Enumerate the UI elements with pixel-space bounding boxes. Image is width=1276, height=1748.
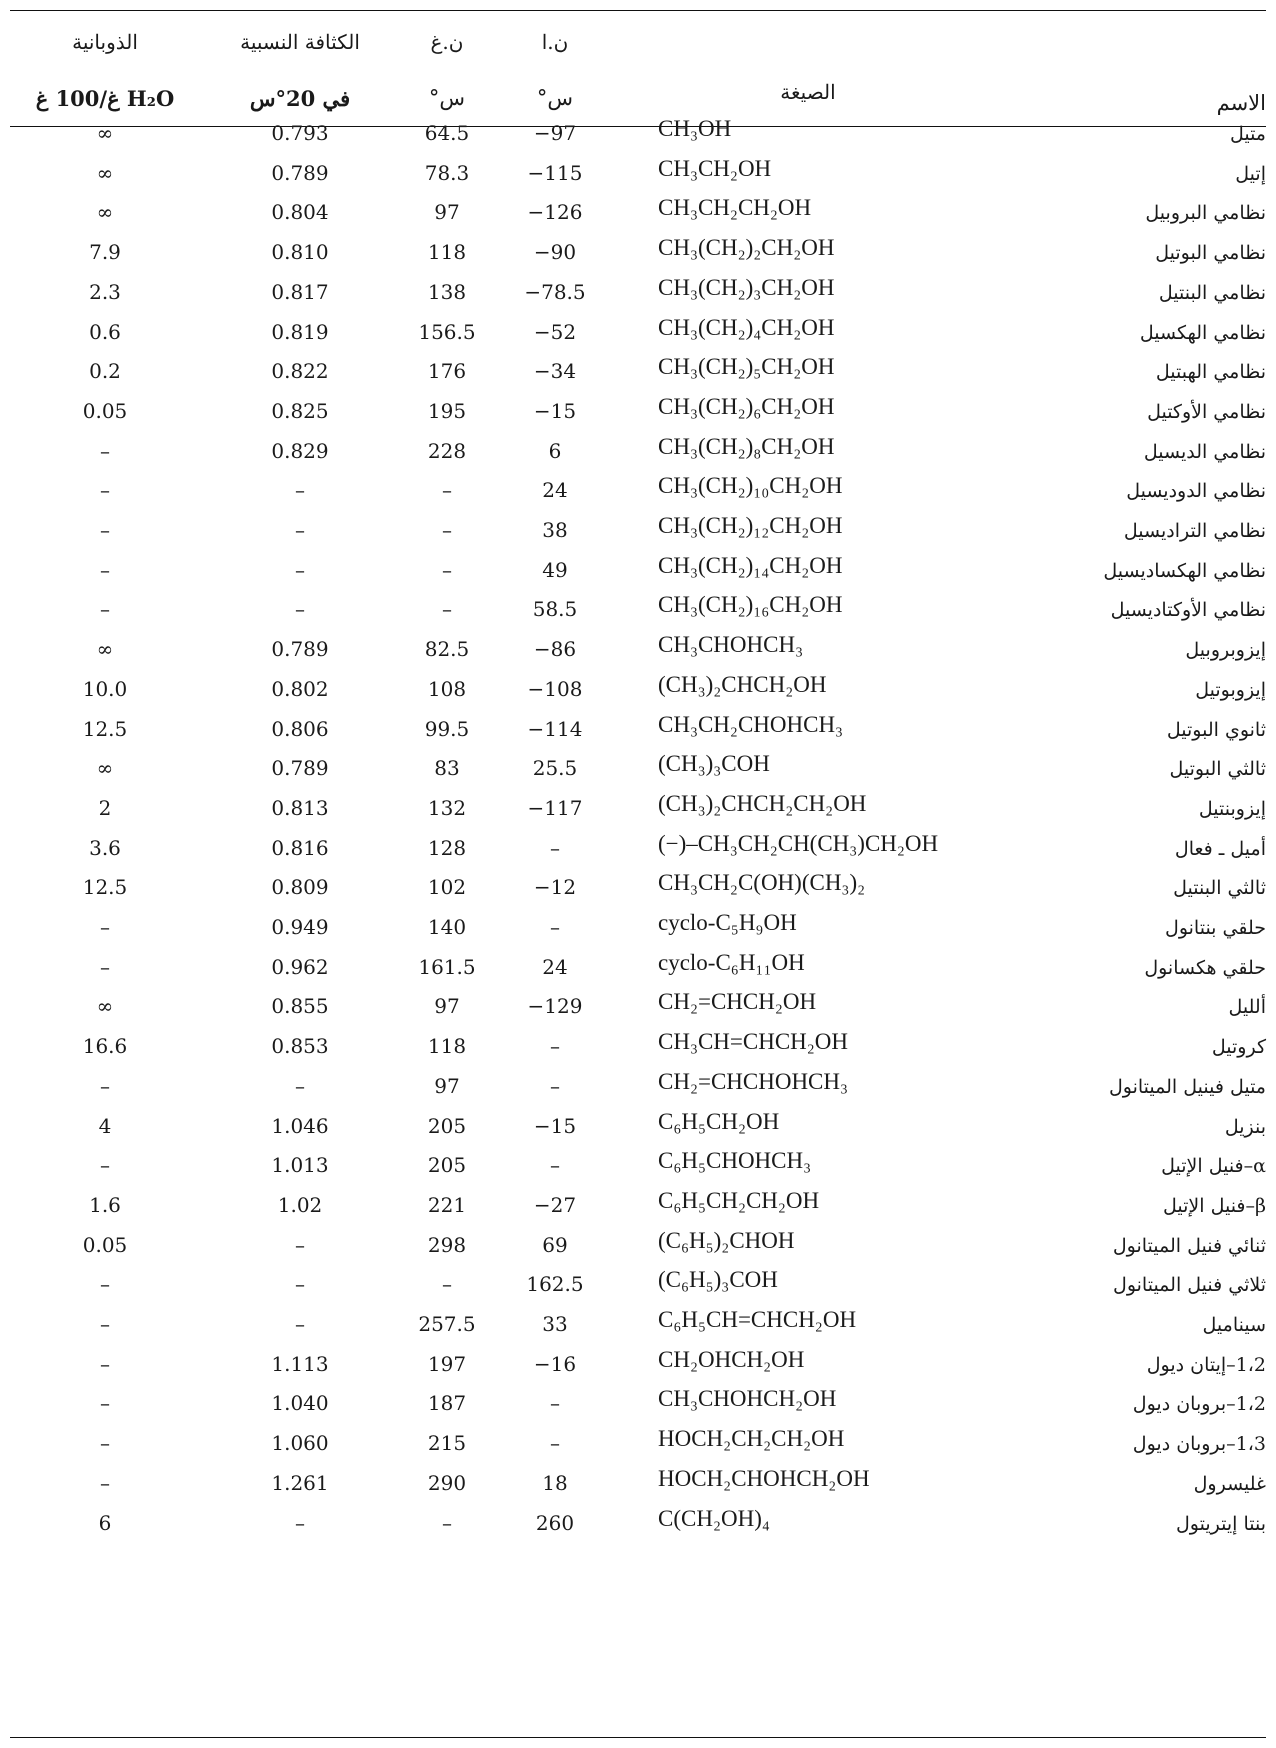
cell-density: 0.825: [271, 398, 329, 423]
cell-density: 1.060: [271, 1431, 329, 1456]
cell-density: 0.810: [271, 240, 329, 265]
table-row: [10, 192, 1266, 237]
table-row: [10, 232, 1266, 277]
cell-formula: CH₃CH₂C(OH)(CH₃)₂: [658, 870, 866, 896]
cell-solubility: 3.6: [89, 835, 121, 860]
cell-solubility: –: [100, 518, 110, 542]
cell-density: –: [295, 597, 305, 622]
cell-density: –: [295, 478, 305, 503]
cell-density: 1.013: [271, 1153, 329, 1178]
cell-name: نظامي البنتيل: [1158, 281, 1266, 304]
cell-formula: CH₂=CHCHOHCH₃: [658, 1068, 849, 1094]
cell-density: 0.789: [271, 160, 329, 185]
cell-boiling-point: 215: [427, 1431, 467, 1456]
header-density-unit: في 20°س: [249, 86, 351, 111]
cell-density: 0.817: [271, 279, 329, 304]
cell-boiling-point: 64.5: [424, 121, 470, 145]
table-row: [10, 1383, 1266, 1428]
cell-melting-point: 25.5: [532, 756, 578, 781]
cell-solubility: –: [100, 478, 110, 503]
table-row: [10, 1264, 1266, 1309]
cell-density: 0.806: [271, 716, 329, 741]
cell-boiling-point: 156.5: [418, 319, 476, 344]
cell-melting-point: −117: [527, 795, 583, 820]
cell-solubility: –: [100, 1153, 110, 1178]
cell-density: 1.040: [271, 1391, 329, 1416]
cell-name: غليسرول: [1193, 1472, 1266, 1495]
cell-density: –: [295, 557, 305, 582]
cell-solubility: –: [100, 1470, 110, 1495]
cell-melting-point: −108: [527, 676, 583, 701]
cell-solubility: 10.0: [82, 676, 128, 701]
header-solubility: الذوبانية: [72, 30, 138, 54]
cell-formula: CH₃(CH₂)₅CH₂OH: [658, 354, 835, 380]
cell-formula: (CH₃)₂CHCH₂CH₂OH: [658, 790, 867, 816]
cell-solubility: 7.9: [89, 240, 121, 265]
cell-name: 1،2–بروبان ديول: [1132, 1393, 1266, 1416]
table-row: [10, 1344, 1266, 1389]
cell-name: إتيل: [1235, 162, 1266, 185]
cell-density: 0.819: [271, 319, 329, 344]
cell-density: 0.822: [271, 359, 329, 384]
cell-boiling-point: –: [442, 518, 452, 542]
cell-density: 1.261: [271, 1470, 329, 1495]
cell-melting-point: 69: [542, 1232, 568, 1257]
table-row: [10, 470, 1266, 515]
cell-name: سيناميل: [1202, 1314, 1266, 1336]
cell-solubility: ∞: [96, 637, 114, 662]
cell-name: نظامي الهبتيل: [1155, 361, 1266, 384]
header-name: الاسم: [1216, 91, 1266, 115]
table-row: [10, 1304, 1266, 1349]
cell-formula: CH₂=CHCH₂OH: [658, 989, 817, 1015]
cell-formula: CH₂OHCH₂OH: [658, 1346, 805, 1372]
cell-density: 1.046: [271, 1113, 329, 1138]
cell-formula: CH₃CH₂CH₂OH: [658, 195, 812, 221]
cell-formula: C₆H₅CH₂CH₂OH: [658, 1187, 820, 1213]
cell-melting-point: −27: [533, 1192, 577, 1217]
table-row: [10, 550, 1266, 595]
cell-solubility: ∞: [96, 121, 114, 145]
cell-density: 0.809: [271, 875, 329, 900]
header-boiling-point-unit: °س: [428, 86, 466, 110]
cell-density: 0.813: [271, 795, 329, 820]
cell-boiling-point: 290: [427, 1470, 467, 1495]
cell-boiling-point: 99.5: [424, 716, 470, 741]
table-row: [10, 1185, 1266, 1230]
cell-solubility: –: [100, 1073, 110, 1098]
cell-solubility: –: [100, 438, 110, 463]
cell-density: –: [295, 1073, 305, 1098]
cell-melting-point: 38: [542, 518, 568, 542]
cell-formula: CH₃(CH₂)₆CH₂OH: [658, 393, 835, 419]
cell-solubility: –: [100, 954, 110, 979]
table-row: [10, 748, 1266, 793]
cell-boiling-point: –: [442, 478, 452, 503]
cell-solubility: 0.6: [89, 319, 121, 344]
table-row: [10, 867, 1266, 912]
cell-boiling-point: 128: [427, 835, 467, 860]
cell-melting-point: −115: [527, 160, 583, 185]
cell-boiling-point: 83: [434, 756, 460, 781]
header-melting-point: ن.ا: [541, 30, 569, 54]
cell-boiling-point: 78.3: [424, 160, 470, 185]
cell-density: 1.02: [277, 1192, 323, 1217]
table-row: [10, 510, 1266, 555]
table-row: [10, 351, 1266, 396]
cell-melting-point: −90: [533, 240, 577, 265]
table-bottom-rule: [10, 1737, 1266, 1738]
cell-melting-point: 6: [548, 438, 562, 463]
cell-formula: cyclo-C₅H₉OH: [658, 910, 797, 935]
cell-name: نظامي البوتيل: [1155, 242, 1266, 265]
table-row: [10, 1503, 1266, 1548]
alcohols-properties-table: [10, 0, 1266, 1748]
cell-density: –: [295, 1510, 305, 1535]
cell-name: حلقي بنتانول: [1165, 917, 1266, 939]
cell-density: 0.802: [271, 676, 329, 701]
cell-melting-point: 162.5: [526, 1272, 584, 1297]
table-row: [10, 153, 1266, 198]
table-row: [10, 1423, 1266, 1468]
cell-name: نظامي الترادیسیل: [1123, 520, 1266, 542]
table-row: [10, 391, 1266, 436]
cell-boiling-point: 138: [427, 279, 467, 304]
cell-boiling-point: 257.5: [418, 1312, 476, 1336]
cell-solubility: –: [100, 557, 110, 582]
cell-boiling-point: 97: [434, 994, 460, 1019]
cell-formula: HOCH₂CHOHCH₂OH: [658, 1465, 870, 1491]
cell-boiling-point: 82.5: [424, 637, 470, 662]
cell-melting-point: −86: [533, 637, 577, 662]
cell-boiling-point: 298: [427, 1232, 467, 1257]
cell-solubility: 0.05: [82, 1232, 128, 1257]
cell-melting-point: 58.5: [532, 597, 578, 622]
cell-melting-point: −114: [527, 716, 583, 741]
cell-melting-point: −78.5: [524, 279, 586, 304]
cell-formula: (CH₃)₃COH: [658, 751, 770, 777]
cell-formula: CH₃(CH₂)₁₀CH₂OH: [658, 473, 843, 499]
cell-name: نظامي الهكساديسيل: [1103, 559, 1266, 582]
cell-melting-point: −126: [527, 200, 583, 225]
cell-name: حلقي هكسانول: [1144, 956, 1266, 979]
header-melting-point-unit: °س: [536, 86, 574, 110]
cell-boiling-point: 176: [427, 359, 467, 384]
cell-boiling-point: 205: [427, 1113, 467, 1138]
cell-solubility: 2.3: [89, 279, 121, 304]
cell-boiling-point: 132: [427, 795, 467, 820]
cell-density: 0.789: [271, 756, 329, 781]
cell-melting-point: –: [550, 1391, 560, 1416]
cell-melting-point: 49: [542, 557, 568, 582]
table-row: [10, 669, 1266, 714]
cell-density: 0.829: [271, 438, 329, 463]
cell-density: 0.816: [271, 835, 329, 860]
cell-formula: C₆H₅CH=CHCH₂OH: [658, 1307, 857, 1332]
cell-name: بنزيل: [1224, 1115, 1266, 1138]
cell-name: 1،2–إيتان ديول: [1146, 1353, 1266, 1376]
cell-name: ثانوي البوتيل: [1166, 718, 1266, 741]
cell-density: 0.804: [271, 200, 329, 225]
cell-boiling-point: –: [442, 1510, 452, 1535]
cell-formula: CH₃(CH₂)₄CH₂OH: [658, 314, 835, 340]
cell-name: نظامي الأوكتاديسيل: [1110, 599, 1266, 622]
cell-name: نظامي الهكسيل: [1139, 321, 1266, 344]
cell-name: نظامي الدوديسيل: [1126, 480, 1266, 503]
cell-boiling-point: 97: [434, 1073, 460, 1098]
cell-formula: cyclo-C₆H₁₁OH: [658, 949, 805, 975]
table-row: [10, 1106, 1266, 1151]
cell-melting-point: −15: [533, 398, 577, 423]
cell-boiling-point: 187: [427, 1391, 467, 1416]
cell-solubility: –: [100, 597, 110, 622]
cell-name: ثالثي البوتيل: [1169, 758, 1266, 781]
cell-melting-point: −52: [533, 319, 577, 344]
cell-boiling-point: –: [442, 557, 452, 582]
cell-boiling-point: 97: [434, 200, 460, 225]
table-row: [10, 828, 1266, 873]
header-density: الكثافة النسبية: [240, 30, 360, 54]
cell-solubility: ∞: [96, 756, 114, 781]
cell-name: إيزوبروبيل: [1185, 639, 1266, 662]
cell-solubility: ∞: [96, 994, 114, 1019]
cell-formula: CH₃CH₂CHOHCH₃: [658, 711, 844, 737]
table-row: [10, 1463, 1266, 1508]
cell-name: نظامي الديسيل: [1143, 440, 1266, 463]
cell-melting-point: 24: [542, 478, 568, 503]
cell-name: ثنائي فنيل الميتانول: [1112, 1234, 1266, 1257]
cell-solubility: –: [100, 1391, 110, 1416]
cell-density: 0.949: [271, 915, 329, 939]
header-solubility-unit: غ/100 غ H₂O: [35, 86, 175, 111]
cell-melting-point: –: [550, 1073, 560, 1098]
table-row: [10, 589, 1266, 634]
cell-name: ألليل: [1228, 996, 1266, 1019]
table-row: [10, 709, 1266, 754]
table-row: [10, 272, 1266, 317]
cell-density: 0.789: [271, 637, 329, 662]
cell-solubility: ∞: [96, 160, 114, 185]
cell-melting-point: −12: [533, 875, 577, 900]
cell-boiling-point: 140: [427, 915, 467, 939]
cell-formula: C(CH₂OH)₄: [658, 1505, 770, 1531]
cell-formula: (C₆H₅)₂CHOH: [658, 1227, 795, 1253]
cell-formula: CH₃CHOHCH₂OH: [658, 1386, 837, 1412]
cell-density: –: [295, 1272, 305, 1297]
cell-density: 0.855: [271, 994, 329, 1019]
cell-boiling-point: –: [442, 1272, 452, 1297]
table-row: [10, 312, 1266, 357]
cell-name: ثلاثي فنيل الميتانول: [1113, 1274, 1266, 1297]
cell-melting-point: –: [550, 1153, 560, 1178]
cell-solubility: –: [100, 1272, 110, 1297]
header-formula: الصيغة: [780, 80, 836, 104]
cell-boiling-point: 221: [427, 1192, 467, 1217]
cell-melting-point: 33: [542, 1312, 568, 1336]
cell-melting-point: –: [550, 835, 560, 860]
cell-melting-point: 24: [542, 954, 568, 979]
cell-solubility: 2: [98, 795, 112, 820]
cell-melting-point: –: [550, 1034, 560, 1059]
cell-density: –: [295, 1232, 305, 1257]
cell-solubility: 6: [98, 1510, 112, 1535]
cell-formula: CH₃(CH₂)₁₄CH₂OH: [658, 552, 843, 578]
cell-melting-point: −34: [533, 359, 577, 384]
cell-boiling-point: 108: [427, 676, 467, 701]
cell-melting-point: −97: [533, 121, 577, 145]
cell-melting-point: –: [550, 915, 560, 939]
cell-formula: (C₆H₅)₃COH: [658, 1267, 778, 1293]
cell-solubility: 12.5: [82, 716, 128, 741]
table-row: [10, 907, 1266, 952]
cell-formula: CH₃CH₂OH: [658, 155, 772, 181]
cell-formula: CH₃(CH₂)₃CH₂OH: [658, 274, 835, 300]
cell-solubility: 12.5: [82, 875, 128, 900]
cell-formula: CH₃(CH₂)₁₆CH₂OH: [658, 592, 843, 618]
cell-density: –: [295, 1312, 305, 1336]
cell-boiling-point: 228: [427, 438, 467, 463]
cell-name: نظامي الأوكتيل: [1147, 400, 1266, 423]
cell-solubility: ∞: [96, 200, 114, 225]
cell-boiling-point: 197: [427, 1351, 467, 1376]
cell-density: 1.113: [271, 1351, 329, 1376]
cell-name: بنتا إيتريتول: [1175, 1512, 1266, 1535]
cell-solubility: 4: [98, 1113, 112, 1138]
cell-solubility: 0.2: [89, 359, 121, 384]
cell-name: متيل: [1229, 123, 1266, 145]
cell-boiling-point: 161.5: [418, 954, 476, 979]
cell-boiling-point: –: [442, 597, 452, 622]
cell-solubility: 0.05: [82, 398, 128, 423]
cell-formula: CH₃(CH₂)₈CH₂OH: [658, 433, 835, 459]
header-boiling-point: ن.غ: [430, 30, 464, 54]
table-row: [10, 629, 1266, 674]
cell-solubility: 16.6: [82, 1034, 128, 1059]
cell-density: 0.853: [271, 1034, 329, 1059]
table-row: [10, 1225, 1266, 1270]
cell-boiling-point: 205: [427, 1153, 467, 1178]
cell-density: 0.962: [271, 954, 329, 979]
table-top-rule: [10, 10, 1266, 11]
table-row: [10, 113, 1266, 158]
cell-melting-point: −129: [527, 994, 583, 1019]
cell-name: ثالثي البنتيل: [1173, 877, 1266, 900]
table-row: [10, 1026, 1266, 1071]
table-row: [10, 788, 1266, 833]
table-row: [10, 431, 1266, 476]
cell-formula: (−)–CH₃CH₂CH(CH₃)CH₂OH: [658, 830, 939, 856]
cell-melting-point: –: [550, 1431, 560, 1456]
cell-formula: HOCH₂CH₂CH₂OH: [658, 1426, 845, 1452]
cell-formula: (CH₃)₂CHCH₂OH: [658, 671, 827, 697]
cell-formula: CH₃(CH₂)₂CH₂OH: [658, 235, 835, 261]
cell-name: نظامي البروبيل: [1145, 202, 1266, 225]
cell-formula: CH₃CHOHCH₃: [658, 632, 804, 658]
cell-melting-point: −16: [533, 1351, 577, 1376]
cell-name: β–فنيل الإتيل: [1163, 1194, 1266, 1217]
cell-solubility: –: [100, 1312, 110, 1336]
cell-solubility: 1.6: [89, 1192, 121, 1217]
cell-name: α–فنيل الإتيل: [1161, 1155, 1266, 1178]
cell-solubility: –: [100, 1431, 110, 1456]
table-row: [10, 986, 1266, 1031]
cell-formula: CH₃OH: [658, 116, 732, 141]
cell-melting-point: 260: [535, 1510, 575, 1535]
cell-name: متيل فينيل الميتانول: [1108, 1075, 1266, 1098]
table-row: [10, 1145, 1266, 1190]
cell-density: –: [295, 518, 305, 542]
cell-density: 0.793: [271, 121, 329, 145]
cell-name: 1،3–بروبان ديول: [1132, 1433, 1266, 1456]
cell-formula: CH₃CH=CHCH₂OH: [658, 1029, 849, 1055]
cell-boiling-point: 102: [427, 875, 467, 900]
cell-name: كروتيل: [1211, 1036, 1266, 1059]
cell-formula: CH₃(CH₂)₁₂CH₂OH: [658, 513, 843, 538]
cell-boiling-point: 118: [427, 1034, 467, 1059]
table-row: [10, 947, 1266, 992]
cell-formula: C₆H₅CHOHCH₃: [658, 1148, 812, 1174]
cell-name: أميل ـ فعال: [1174, 837, 1266, 860]
cell-name: إيزوبوتيل: [1195, 678, 1266, 701]
table-row: [10, 1066, 1266, 1111]
cell-solubility: –: [100, 1351, 110, 1376]
cell-boiling-point: 118: [427, 240, 467, 265]
cell-boiling-point: 195: [427, 398, 467, 423]
cell-melting-point: −15: [533, 1113, 577, 1138]
cell-formula: C₆H₅CH₂OH: [658, 1108, 780, 1134]
cell-melting-point: 18: [542, 1470, 568, 1495]
cell-name: إيزوبنتيل: [1198, 797, 1266, 820]
cell-solubility: –: [100, 915, 110, 939]
